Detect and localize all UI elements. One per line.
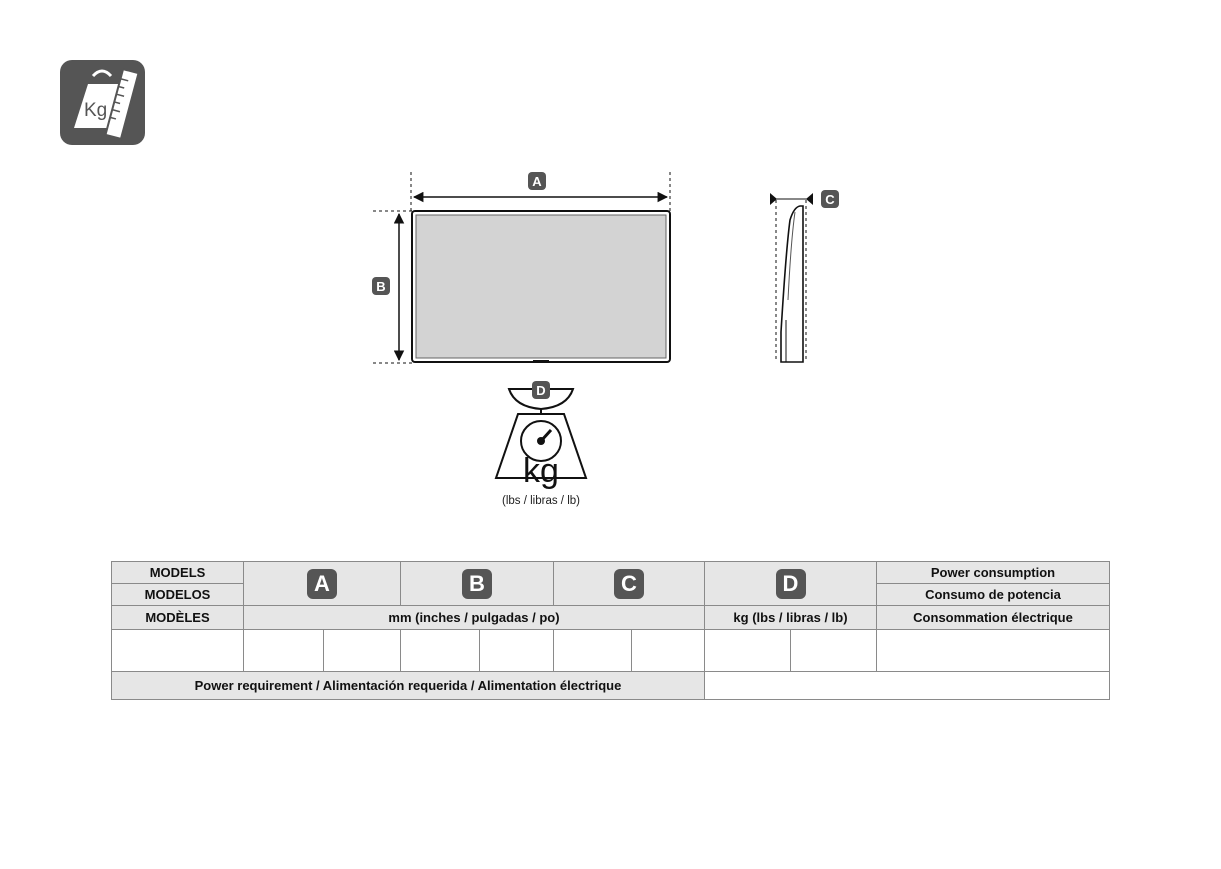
power-requirement-label: Power requirement / Alimentación requerida / Alimentation électrique	[112, 672, 705, 700]
b-mm-cell	[401, 630, 480, 672]
a-mm-cell	[244, 630, 324, 672]
col-b-badge: B	[462, 569, 492, 599]
scale-unit: kg	[523, 452, 559, 490]
logo-text: Kg	[84, 100, 108, 121]
dimension-b	[372, 211, 412, 363]
scale-caption: (lbs / libras / lb)	[502, 495, 580, 507]
c-inch-cell	[632, 630, 705, 672]
tv-front-view	[412, 211, 670, 363]
b-inch-cell	[480, 630, 554, 672]
models-fr: MODÈLES	[112, 606, 244, 630]
power-requirement-value	[705, 672, 1110, 700]
col-b-header	[401, 562, 554, 606]
d-lbs-cell	[791, 630, 877, 672]
power-en: Power consumption	[877, 562, 1110, 584]
a-inch-cell	[324, 630, 401, 672]
power-es: Consumo de potencia	[877, 584, 1110, 606]
dimension-a	[411, 172, 670, 211]
col-c-header	[554, 562, 705, 606]
col-c-badge: C	[614, 569, 644, 599]
model-cell	[112, 630, 244, 672]
power-consumption-cell	[877, 630, 1110, 672]
label-b: B	[376, 279, 386, 294]
label-d: D	[536, 383, 546, 398]
weighing-scale-icon	[496, 381, 586, 490]
col-a-header	[244, 562, 401, 606]
c-mm-cell	[554, 630, 632, 672]
models-es: MODELOS	[112, 584, 244, 606]
tv-side-view	[770, 190, 839, 362]
label-a: A	[532, 174, 542, 189]
col-d-badge: D	[776, 569, 806, 599]
label-c: C	[825, 192, 835, 207]
dims-unit: mm (inches / pulgadas / po)	[244, 606, 705, 630]
spec-table	[111, 561, 1110, 700]
col-d-header	[705, 562, 877, 606]
power-fr: Consommation électrique	[877, 606, 1110, 630]
weight-unit: kg (lbs / libras / lb)	[705, 606, 877, 630]
models-en: MODELS	[112, 562, 244, 584]
d-kg-cell	[705, 630, 791, 672]
col-a-badge: A	[307, 569, 337, 599]
